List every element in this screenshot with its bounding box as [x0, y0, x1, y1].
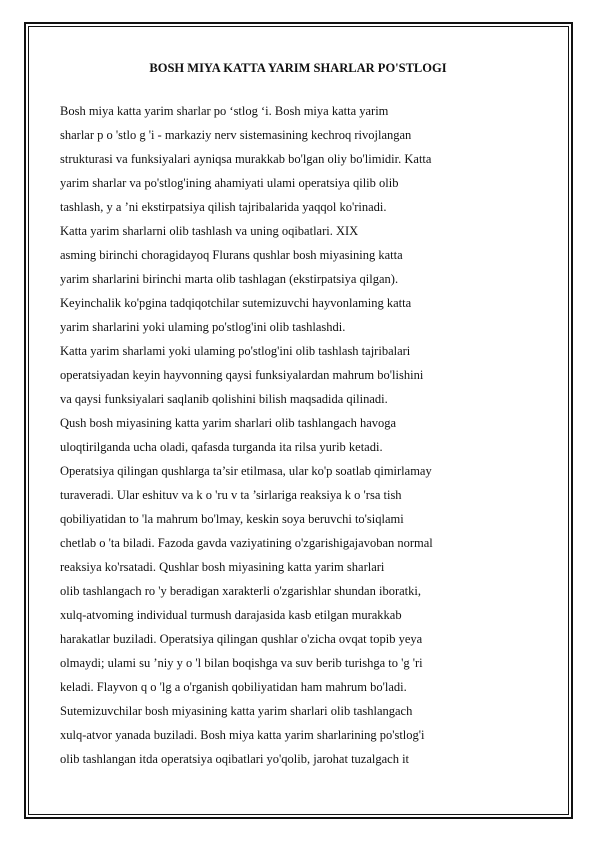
text-line: yarim sharlar va po'stlog'ining ahamiyati ulami operatsiya qilib olib: [60, 176, 399, 190]
text-line: harakatlar buziladi. Operatsiya qilingan qushlar o'zicha ovqat topib yeya: [60, 632, 423, 646]
text-line: uloqtirilganda ucha oladi, qafasda turganda ita rilsa yurib ketadi.: [60, 440, 383, 454]
text-line: sharlar p o 'stlo g 'i - markaziy nerv sistemasining kechroq rivojlangan: [60, 128, 412, 142]
text-line: tashlash, y a ’ni ekstirpatsiya qilish tajribalarida yaqqol ko'rinadi.: [60, 200, 387, 214]
text-line: yarim sharlarini yoki ulaming po'stlog'ini olib tashlashdi.: [60, 320, 346, 334]
text-line: strukturasi va funksiyalari ayniqsa murakkab bo'lgan oliy bo'limidir. Katta: [60, 152, 432, 166]
text-line: va qaysi funksiyalari saqlanib qolishini bilish maqsadida qilinadi.: [60, 392, 388, 406]
text-line: operatsiyadan keyin hayvonning qaysi funksiyalardan mahrum bo'lishini: [60, 368, 424, 382]
text-line: chetlab o 'ta biladi. Fazoda gavda vaziyatining o'zgarishigajavoban normal: [60, 536, 433, 550]
text-line: xulq-atvoming individual turmush darajasida kasb etilgan murakkab: [60, 608, 402, 622]
text-line: Bosh miya katta yarim sharlar po ‘stlog ‘i. Bosh miya katta yarim: [60, 104, 389, 118]
text-line: qobiliyatidan to 'la mahrum bo'lmay, keskin soya beruvchi to'siqlami: [60, 512, 404, 526]
text-line: asming birinchi choragidayoq Flurans qushlar bosh miyasining katta: [60, 248, 403, 262]
text-line: Keyinchalik ko'pgina tadqiqotchilar sutemizuvchi hayvonlaming katta: [60, 296, 412, 310]
text-line: olib tashlangan itda operatsiya oqibatlari yo'qolib, jarohat tuzalgach it: [60, 752, 410, 766]
document-title: BOSH MIYA KATTA YARIM SHARLAR PO'STLOGI: [149, 61, 447, 75]
text-line: Sutemizuvchilar bosh miyasining katta yarim sharlari olib tashlangach: [60, 704, 413, 718]
text-line: olmaydi; ulami su ’niy y o 'l bilan boqishga va suv berib turishga to 'g 'ri: [60, 656, 423, 670]
text-line: turaveradi. Ular eshituv va k o 'ru v ta ’sirlariga reaksiya k o 'rsa tish: [60, 488, 402, 502]
text-line: Qush bosh miyasining katta yarim sharlari olib tashlangach havoga: [60, 416, 397, 430]
text-line: yarim sharlarini birinchi marta olib tashlagan (ekstirpatsiya qilgan).: [60, 272, 399, 286]
text-line: Operatsiya qilingan qushlarga ta’sir etilmasa, ular ko'p soatlab qimirlamay: [60, 464, 432, 478]
text-line: Katta yarim sharlarni olib tashlash va uning oqibatlari. XIX: [60, 224, 359, 238]
document-body: [60, 99, 490, 771]
text-line: keladi. Flayvon q o 'lg a o'rganish qobiliyatidan ham mahrum bo'ladi.: [60, 680, 407, 694]
text-line: reaksiya ko'rsatadi. Qushlar bosh miyasining katta yarim sharlari: [60, 560, 385, 574]
text-line: xulq-atvor yanada buziladi. Bosh miya katta yarim sharlarining po'stlog'i: [60, 728, 425, 742]
text-line: Katta yarim sharlami yoki ulaming po'stlog'ini olib tashlash tajribalari: [60, 344, 411, 358]
text-line: olib tashlangach ro 'y beradigan xarakterli o'zgarishlar shundan iboratki,: [60, 584, 421, 598]
